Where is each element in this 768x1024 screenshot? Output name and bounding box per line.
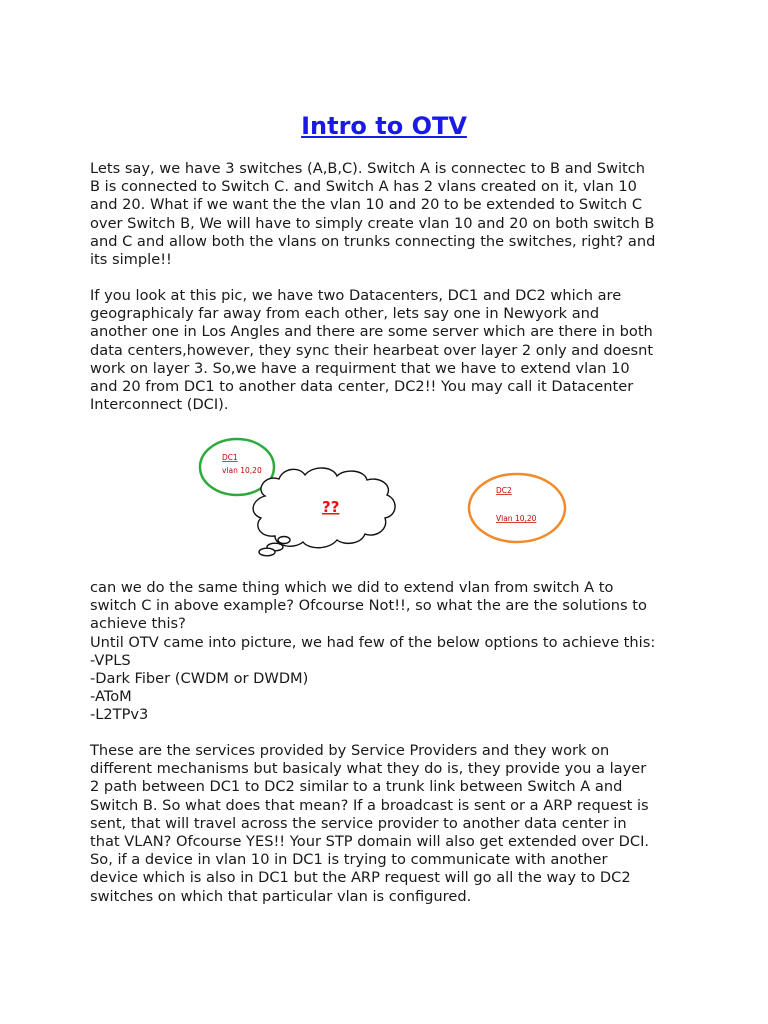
paragraph-intro — [90, 160, 690, 269]
text-line: work on layer 3. So,we have a requirment that we have to extend vlan 10 — [90, 359, 630, 377]
dc2-vlan-label: Vlan 10,20 — [496, 514, 537, 523]
text-line: sent, that will travel across the service provider to another data center in — [90, 814, 627, 832]
text-line: can we do the same thing which we did to extend vlan from switch A to — [90, 579, 614, 596]
text-line: If you look at this pic, we have two Datacenters, DC1 and DC2 which are — [90, 287, 622, 304]
text-line: Interconnect (DCI). — [90, 396, 229, 414]
text-line: Lets say, we have 3 switches (A,B,C). Switch A is connectec to B and Switch — [90, 160, 646, 177]
dci-diagram — [195, 430, 575, 580]
paragraph-services — [90, 742, 690, 906]
text-line: achieve this? — [90, 615, 186, 633]
page-title: Intro to OTV — [301, 112, 467, 140]
text-line: different mechanisms but basicaly what they do is, they provide you a layer — [90, 760, 647, 778]
dc2-circle — [469, 474, 565, 542]
paragraph-datacenters — [90, 287, 690, 414]
list-item: -L2TPv3 — [90, 706, 149, 724]
text-line: Until OTV came into picture, we had few of the below options to achieve this: — [90, 633, 656, 651]
text-line: that VLAN? Ofcourse YES!! Your STP domain will also get extended over DCI. — [90, 833, 650, 851]
text-line: So, if a device in vlan 10 in DC1 is trying to communicate with another — [90, 851, 608, 869]
cloud-question-marks: ?? — [322, 498, 340, 516]
text-line: geographicaly far away from each other, lets say one in Newyork and — [90, 305, 600, 323]
text-line: B is connected to Switch C. and Switch A has 2 vlans created on it, vlan 10 — [90, 178, 637, 196]
cloud-bubble — [278, 537, 290, 544]
text-line: These are the services provided by Service Providers and they work on — [90, 742, 610, 759]
text-line: switch C in above example? Ofcourse Not!!, so what the are the solutions to — [90, 597, 647, 615]
options-list — [90, 652, 690, 725]
text-line: over Switch B, We will have to simply create vlan 10 and 20 on both switch B — [90, 214, 655, 232]
text-line: 2 path between DC1 to DC2 similar to a trunk link between Switch A and — [90, 778, 623, 796]
dc1-vlan-label: vlan 10,20 — [222, 466, 262, 475]
text-line: its simple!! — [90, 251, 172, 269]
text-line: switches on which that particular vlan is configured. — [90, 887, 472, 905]
text-line: another one in Los Angles and there are some server which are there in both — [90, 323, 653, 341]
text-line: data centers,however, they sync their hearbeat over layer 2 only and doesnt — [90, 341, 654, 359]
dc1-label: DC1 — [222, 453, 238, 462]
text-line: and 20. What if we want the the vlan 10 and 20 to be extended to Switch C — [90, 196, 643, 214]
list-item: -Dark Fiber (CWDM or DWDM) — [90, 670, 309, 688]
text-line: Switch B. So what does that mean? If a broadcast is sent or a ARP request is — [90, 796, 649, 814]
dci-diagram-svg — [195, 430, 575, 580]
text-line: and 20 from DC1 to another data center, DC2!! You may call it Datacenter — [90, 378, 634, 396]
paragraph-question — [90, 579, 690, 725]
text-line: device which is also in DC1 but the ARP request will go all the way to DC2 — [90, 869, 631, 887]
list-item: -VPLS — [90, 651, 131, 669]
cloud-bubble — [259, 548, 275, 556]
text-line: and C and allow both the vlans on trunks connecting the switches, right? and — [90, 232, 656, 250]
list-item: -AToM — [90, 688, 132, 706]
dc2-label: DC2 — [496, 486, 512, 495]
